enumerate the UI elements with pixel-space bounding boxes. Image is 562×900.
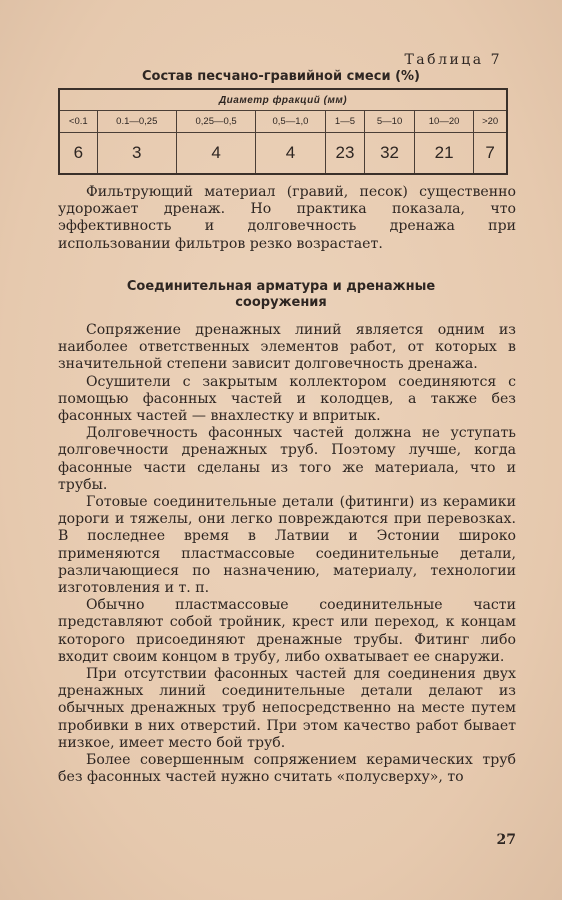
table-cell: 7 [474, 133, 507, 175]
paragraph: Готовые соединительные детали (фитинги) из керамики дороги и тяжелы, они легко повреждаются при перевозках. В последнее время в Латвии и Эстонии широко применяются пластмассовые соединительные детали, различающиеся по назначению, материалу, технологии изготовления и т. п. [58, 494, 516, 597]
page-number: 27 [496, 832, 516, 848]
table-row [59, 133, 507, 175]
table-header-diameter: Диаметр фракций (мм) [59, 89, 507, 111]
table-cell: 4 [256, 133, 325, 175]
column-header: 5—10 [365, 111, 415, 133]
table-cell: 6 [59, 133, 97, 175]
table-cell: 32 [365, 133, 415, 175]
section-title [0, 279, 562, 311]
column-header: 0,25—0,5 [176, 111, 255, 133]
paragraph: Более совершенным сопряжением керамических труб без фасонных частей нужно считать «полусверху», то [58, 752, 516, 786]
paragraph: При отсутствии фасонных частей для соединения двух дренажных линий соединительные детали делают из обычных дренажных труб непосредственно на месте путем пробивки в них отверстий. При этом качество работ бывает низкое, имеет место бой труб. [58, 666, 516, 751]
paragraph: Осушители с закрытым коллектором соединяются с помощью фасонных частей и колодцев, а также без фасонных частей — внахлестку и впритык. [58, 373, 516, 425]
section-title-line: сооружения [235, 295, 327, 310]
section-title-line: Соединительная арматура и дренажные [126, 279, 436, 294]
paragraph: Долговечность фасонных частей должна не уступать долговечности дренажных труб. Поэтому лучше, когда фасонные части сделаны из того же материала, что и трубы. [58, 425, 516, 493]
table-cell: 3 [97, 133, 176, 175]
column-header: <0.1 [59, 111, 97, 133]
column-header: >20 [474, 111, 507, 133]
paragraph: Обычно пластмассовые соединительные части представляют собой тройник, крест или переход, к концам которого присоединяют дренажные трубы. Фитинг либо входит своим концом в трубу, либо охватывает ее снаружи. [58, 597, 516, 665]
column-header: 1—5 [325, 111, 365, 133]
table-cell: 23 [325, 133, 365, 175]
body-text [58, 322, 516, 786]
gravel-mix-table [58, 88, 508, 175]
intro-text [58, 184, 516, 253]
column-header: 10—20 [414, 111, 473, 133]
column-header: 0,5—1,0 [256, 111, 325, 133]
table-header-row [59, 111, 507, 133]
table-title: Состав песчано-гравийной смеси (%) [141, 69, 420, 84]
table-cell: 21 [414, 133, 473, 175]
paragraph: Сопряжение дренажных линий является одним из наиболее ответственных элементов работ, от которых в значительной степени зависит долговечность дренажа. [58, 322, 516, 373]
paragraph: Фильтрующий материал (гравий, песок) существенно удорожает дренаж. Но практика показала, что эффективность и долговечность дренажа при использовании фильтров резко возрастает. [58, 184, 516, 252]
column-header: 0.1—0,25 [97, 111, 176, 133]
table-label: Таблица 7 [404, 52, 502, 68]
table-cell: 4 [176, 133, 255, 175]
